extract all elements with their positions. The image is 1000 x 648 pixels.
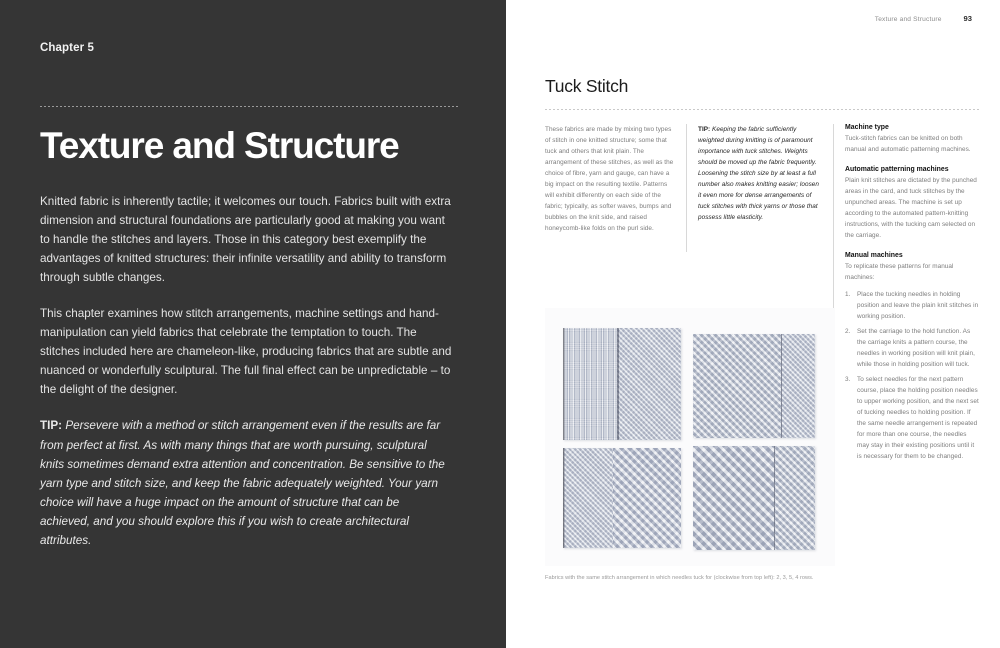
list-marker: 1. (845, 291, 851, 299)
running-head-title: Texture and Structure (874, 16, 942, 23)
list-marker: 3. (845, 376, 851, 384)
list-marker: 2. (845, 328, 851, 336)
column-2-tip-block (698, 124, 822, 223)
photo-block (545, 308, 835, 583)
running-head (875, 14, 972, 23)
list-item (845, 289, 980, 322)
left-tip-label: TIP: (40, 419, 63, 433)
column-2-tip-text: Keeping the fabric sufficiently weighted during knitting is of paramount importance with tuck stitches. Weights should be moved up the fabric frequently. Loosening the stitch size by at least a full number also makes knitting easier; loosen it even more for dense arrangements of tuck stitches with thick yarns or those that possess little elasticity. (698, 126, 819, 222)
heading-manual-machines: Manual machines (845, 252, 903, 260)
left-paragraph-1: Knitted fabric is inherently tactile; it welcomes our touch. Fabrics built with extra dimension and structural foundations are particularly good at making you want to handle the stitches and layers. Those in this category best exemplify the advantages of knitted structures: their infinite versatility and ability to transform through subtle changes. (40, 194, 451, 285)
chapter-label: Chapter 5 (40, 42, 94, 54)
left-page-content (40, 42, 460, 550)
machine-type-body: Tuck-stitch fabrics can be knitted on both manual and automatic patterning machines. (845, 135, 971, 154)
column-machine-type (833, 124, 980, 466)
left-tip-block (40, 416, 452, 549)
left-paragraph-2: This chapter examines how stitch arrangements, machine settings and hand-manipulation can yield fabrics that celebrate the temptation to touch. The stitches included here are chameleon-like, producing fabrics that are subtle and nuanced or wonderfully sculptural. The full final effect can be unpredictable – to the delight of the designer. (40, 307, 452, 397)
swatch-fold (781, 334, 783, 438)
swatch-texture (693, 334, 815, 438)
manual-machines-steps (845, 289, 980, 462)
fabric-swatch-top-right (693, 334, 815, 438)
list-text: Set the carriage to the hold function. As the carriage knits a pattern course, the needles in working position will knit plain, while those in holding position will tuck. (857, 328, 975, 369)
page-title: Texture and Structure (40, 125, 399, 166)
automatic-patterning-body: Plain knit stitches are dictated by the punched areas in the card, and tuck stitches by the unpunched areas. The machine is set up according to the automated pattern-knitting instructions, with the tucking cam selected on the carriage. (845, 177, 977, 240)
list-item (845, 374, 980, 462)
swatch-edge (563, 328, 565, 440)
fabric-swatch-bottom-right (693, 446, 815, 550)
swatch-photo (545, 308, 835, 566)
swatch-texture (563, 328, 681, 440)
photo-caption: Fabrics with the same stitch arrangement in which needles tuck for (clockwise from top left): 2, 3, 5, 4 rows. (545, 575, 814, 581)
right-page (506, 0, 1000, 648)
fabric-swatch-bottom-left (563, 448, 681, 548)
section-title: Tuck Stitch (545, 76, 629, 96)
list-item (845, 326, 980, 370)
column-tip (686, 124, 833, 223)
manual-machines-intro: To replicate these patterns for manual machines: (845, 263, 954, 282)
heading-machine-type: Machine type (845, 124, 889, 131)
swatch-fold (774, 446, 776, 550)
swatch-texture (693, 446, 815, 550)
page-number: 93 (963, 14, 972, 23)
left-tip-text: Persevere with a method or stitch arrangement even if the results are far from perfect at first. As with many things that are worth pursuing, sculptural knits sometimes demand extra attention and concentration. Be sensitive to the yarn type and stitch size, and keep the fabric adequately weighted. Your yarn choice will have a huge impact on the amount of structure that can be achieved, and you should explore this if you wish to create architectural attributes. (40, 419, 445, 547)
column-intro (545, 124, 686, 234)
heading-automatic-patterning-machines: Automatic patterning machines (845, 166, 949, 174)
column-1-paragraph: These fabrics are made by mixing two types of stitch in one knitted structure; some that tuck and others that knit plain. The arrangement of these stitches, as well as the choice of fibre, yarn and gauge, can have a big impact on the resulting textile. Patterns will exhibit differently on each side of the fabric; typically, as softer waves, bumps and bubbles on the knit side, and raised honeycomb-like folds on the purl side. (545, 126, 674, 233)
list-text: To select needles for the next pattern course, place the holding position needles to upper working position, and the next set of tucking needles to holding position. If the same needle arrangement is repeated for more than one course, the needles may stay in their existing positions until it is necessary for them to be changed. (857, 376, 979, 461)
swatch-texture (563, 448, 681, 548)
divider-rule-light (545, 109, 980, 110)
swatch-edge (563, 448, 565, 548)
column-2-tip-label: TIP: (698, 126, 711, 133)
swatch-fold (617, 328, 619, 440)
list-text: Place the tucking needles in holding position and leave the plain knit stitches in working position. (857, 291, 979, 321)
fabric-swatch-top-left (563, 328, 681, 440)
divider-rule-dark (40, 106, 458, 107)
